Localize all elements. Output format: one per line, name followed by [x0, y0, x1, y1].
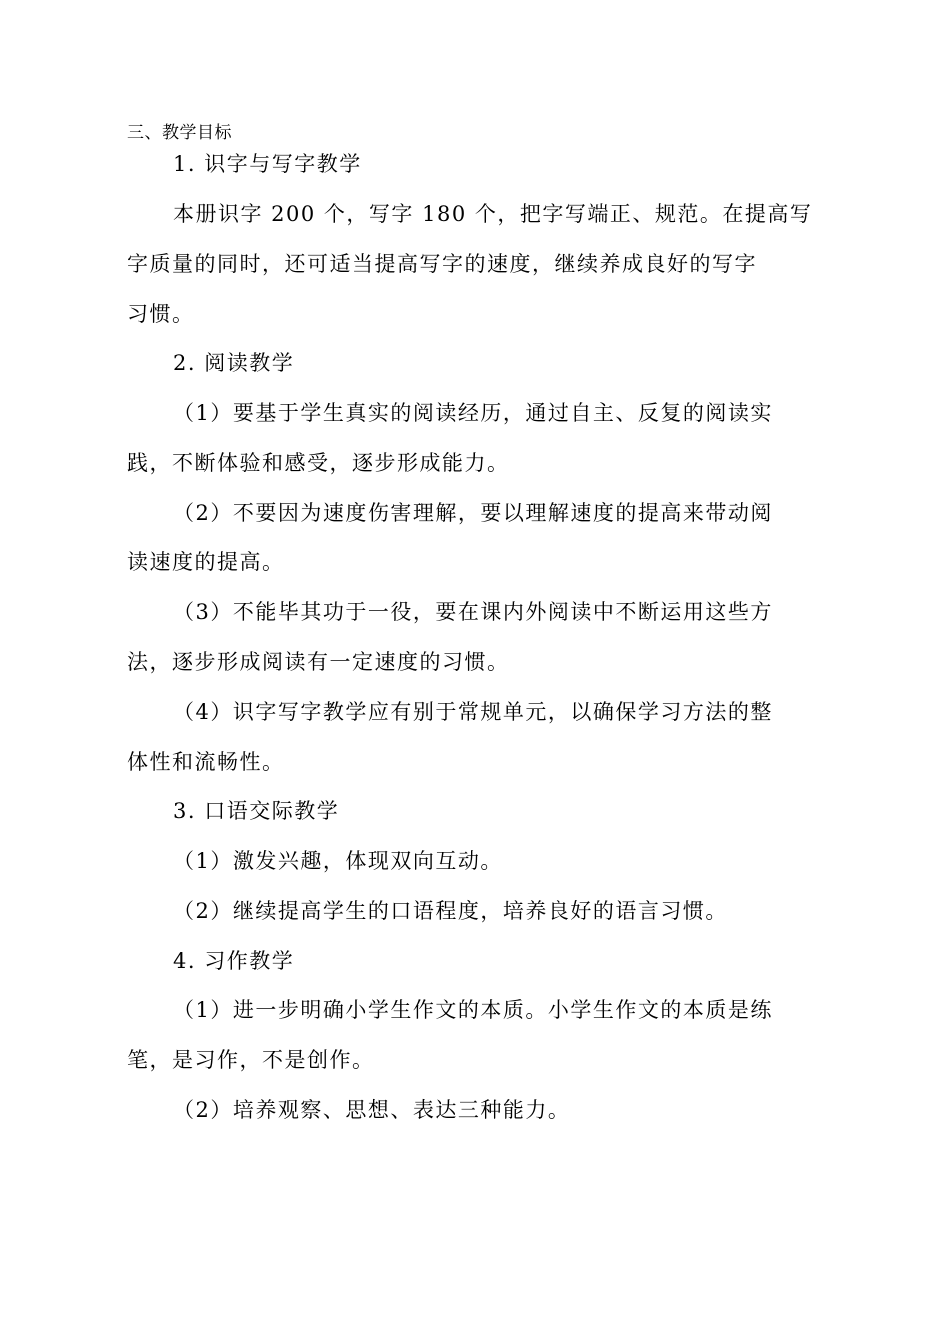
reading-item-2-line: （2）不要因为速度伤害理解，要以理解速度的提高来带动阅	[173, 501, 773, 525]
reading-item-3-line: （3）不能毕其功于一役，要在课内外阅读中不断运用这些方	[173, 600, 773, 624]
oral-item-1: （1）激发兴趣，体现双向互动。	[173, 849, 503, 873]
heading-literacy-writing: 1. 识字与写字教学	[173, 152, 362, 176]
composition-item-1-line: （1）进一步明确小学生作文的本质。小学生作文的本质是练	[173, 998, 773, 1022]
composition-item-2: （2）培养观察、思想、表达三种能力。	[173, 1098, 571, 1122]
paragraph-line: 习惯。	[127, 302, 195, 326]
heading-composition: 4. 习作教学	[173, 949, 295, 973]
paragraph-line: 字质量的同时，还可适当提高写字的速度，继续养成良好的写字	[127, 252, 757, 276]
section-title: 三、教学目标	[127, 123, 232, 143]
reading-item-3-line: 法，逐步形成阅读有一定速度的习惯。	[127, 650, 510, 674]
reading-item-1-line: （1）要基于学生真实的阅读经历，通过自主、反复的阅读实	[173, 401, 773, 425]
composition-item-1-line: 笔，是习作，不是创作。	[127, 1048, 375, 1072]
paragraph-line: 本册识字 200 个，写字 180 个，把字写端正、规范。在提高写	[173, 202, 813, 226]
reading-item-1-line: 践，不断体验和感受，逐步形成能力。	[127, 451, 510, 475]
heading-oral-communication: 3. 口语交际教学	[173, 799, 340, 823]
heading-reading: 2. 阅读教学	[173, 351, 295, 375]
reading-item-4-line: 体性和流畅性。	[127, 750, 285, 774]
oral-item-2: （2）继续提高学生的口语程度，培养良好的语言习惯。	[173, 899, 728, 923]
reading-item-2-line: 读速度的提高。	[127, 550, 285, 574]
reading-item-4-line: （4）识字写字教学应有别于常规单元，以确保学习方法的整	[173, 700, 773, 724]
